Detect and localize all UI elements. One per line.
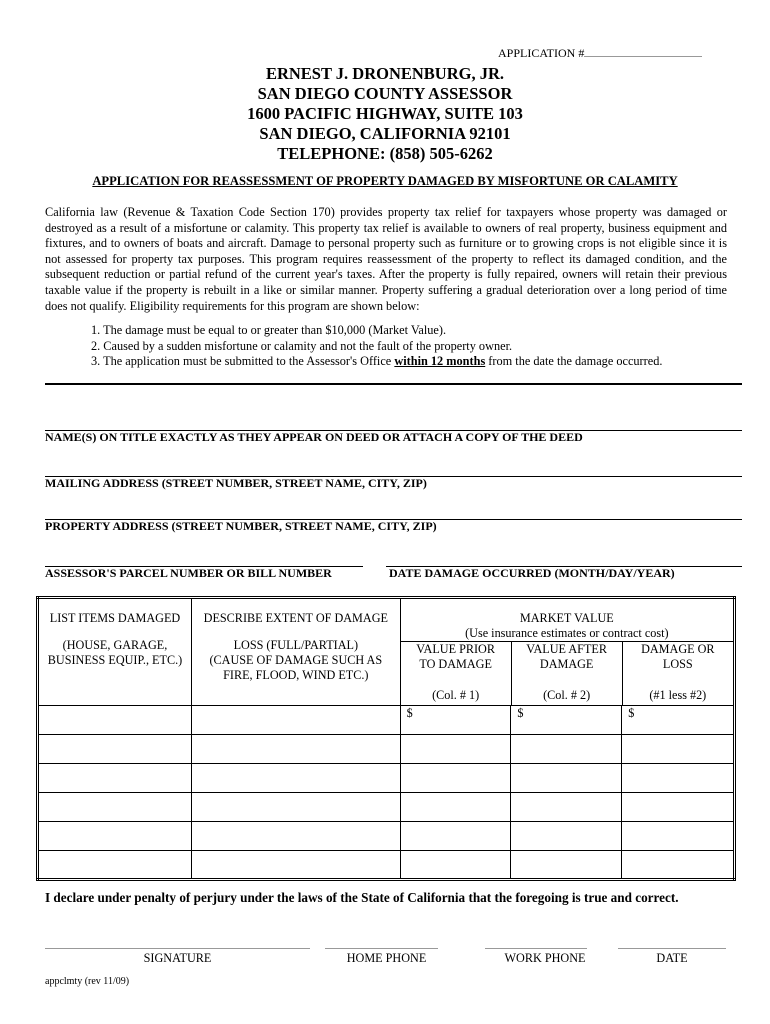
date-label: DATE [656,951,688,965]
col-extent-title: DESCRIBE EXTENT OF DAMAGE [203,611,388,625]
col-value-after-ref: (Col. # 2) [543,688,591,702]
office-city: SAN DIEGO, CALIFORNIA 92101 [259,124,511,143]
assessor-name: ERNEST J. DRONENBURG, JR. [265,64,505,83]
value-prior-cell[interactable] [400,822,511,851]
col-value-after-header [512,641,623,705]
value-after-cell[interactable] [511,851,622,880]
requirement-3 [91,354,662,370]
office-street: 1600 PACIFIC HIGHWAY, SUITE 103 [247,104,523,123]
item-cell[interactable] [38,851,192,880]
work-phone-label: WORK PHONE [504,951,586,965]
value-after-cell[interactable] [511,822,622,851]
market-value-subcolumns [401,641,733,705]
requirement-1: 1. The damage must be equal to or greater than $10,000 (Market Value). [91,323,447,337]
form-revision: appclmty (rev 11/09) [45,976,130,987]
damage-date-label: DATE DAMAGE OCCURRED (MONTH/DAY/YEAR) [389,566,675,580]
value-prior-cell[interactable] [400,793,511,822]
work-phone-field[interactable] [485,948,587,949]
value-after-cell[interactable] [511,735,622,764]
col-extent-sub3: FIRE, FLOOD, WIND ETC.) [223,668,369,682]
value-after-cell[interactable] [511,764,622,793]
home-phone-label: HOME PHONE [346,951,427,965]
item-cell[interactable] [38,764,192,793]
col-value-prior-header [401,641,512,705]
col-loss-title: DAMAGE OR [641,642,715,656]
extent-cell[interactable] [191,822,400,851]
dollar-sign: $ [517,706,524,720]
value-prior-cell[interactable] [400,764,511,793]
col-extent-sub2: (CAUSE OF DAMAGE SUCH AS [209,653,383,667]
market-value-title: MARKET VALUE [519,611,614,625]
col-extent-header [191,598,400,706]
perjury-declaration: I declare under penalty of perjury under the laws of the State of California that the foregoing is true and correct. [45,890,679,905]
names-field-label: NAME(S) ON TITLE EXACTLY AS THEY APPEAR ON DEED OR ATTACH A COPY OF THE DEED [45,430,583,444]
value-after-cell[interactable] [511,793,622,822]
table-row [38,793,735,822]
market-value-note: (Use insurance estimates or contract cost) [465,626,669,640]
loss-cell[interactable] [622,822,735,851]
value-after-cell[interactable] [511,706,622,735]
date-field[interactable] [618,948,726,949]
col-loss-ref: (#1 less #2) [649,688,707,702]
requirement-2: 2. Caused by a sudden misfortune or calamity and not the fault of the property owner. [91,338,513,353]
office-telephone: TELEPHONE: (858) 505-6262 [277,144,493,163]
col-items-sub2: BUSINESS EQUIP., ETC.) [47,653,183,667]
table-row [38,706,735,735]
assessor-header [0,64,770,164]
value-prior-cell[interactable] [400,735,511,764]
application-number-label: APPLICATION # [498,46,585,60]
extent-cell[interactable] [191,706,400,735]
requirement-3-deadline: within 12 months [394,354,486,369]
loss-cell[interactable] [622,706,735,735]
col-value-after-title2: DAMAGE [539,657,594,671]
loss-cell[interactable] [622,764,735,793]
intro-paragraph: California law (Revenue & Taxation Code Section 170) provides property tax relief for taxpayers whose property was damaged or destroyed as a result of a misfortune or calamity. This property tax relief is available to owners of real property, business equipment and fixtures, and to owners of boats and aircraft. Damage to personal property such as furniture or to growing crops is not eligible since it is not assessed for property tax purposes. This program requires reassessment of the property to reflect its damaged condition, and the subsequent reduction or partial refund of the current year's taxes. After the property is fully repaired, owners will retain their previous taxable value if the property is rebuilt in a like or similar manner. Property suffering a gradual deterioration over a long period of time does not qualify. Eligibility requirements for this program are shown below: [45,205,727,313]
table-header-row [38,598,735,706]
col-value-prior-ref: (Col. # 1) [432,688,480,702]
col-value-prior-title: VALUE PRIOR [416,642,495,656]
value-prior-cell[interactable] [400,706,511,735]
mailing-address-label: MAILING ADDRESS (STREET NUMBER, STREET NAME, CITY, ZIP) [45,476,427,490]
table-row [38,764,735,793]
extent-cell[interactable] [191,735,400,764]
property-address-label: PROPERTY ADDRESS (STREET NUMBER, STREET NAME, CITY, ZIP) [45,519,437,533]
col-loss-title2: LOSS [662,657,693,671]
item-cell[interactable] [38,706,192,735]
col-value-prior-title2: TO DAMAGE [419,657,492,671]
extent-cell[interactable] [191,851,400,880]
damaged-items-table [36,596,736,881]
col-items-header [38,598,192,706]
extent-cell[interactable] [191,764,400,793]
form-title: APPLICATION FOR REASSESSMENT OF PROPERTY DAMAGED BY MISFORTUNE OR CALAMITY [92,174,678,188]
dollar-sign: $ [628,706,635,720]
col-loss-header [623,641,733,705]
value-prior-cell[interactable] [400,851,511,880]
assessor-office: SAN DIEGO COUNTY ASSESSOR [257,84,513,103]
requirements-list [91,323,662,370]
table-row [38,851,735,880]
item-cell[interactable] [38,735,192,764]
dollar-sign: $ [406,706,413,720]
loss-cell[interactable] [622,793,735,822]
loss-cell[interactable] [622,735,735,764]
table-row [38,735,735,764]
requirement-3-text-end: from the date the damage occurred. [485,354,663,369]
application-number-field[interactable] [584,46,702,57]
signature-label: SIGNATURE [143,951,212,965]
loss-cell[interactable] [622,851,735,880]
requirement-3-text: 3. The application must be submitted to the Assessor's Office [91,354,395,369]
col-value-after-title: VALUE AFTER [526,642,607,656]
parcel-number-label: ASSESSOR'S PARCEL NUMBER OR BILL NUMBER [45,566,332,580]
market-value-header [400,598,734,706]
item-cell[interactable] [38,793,192,822]
section-divider [45,383,742,385]
table-row [38,822,735,851]
col-items-sub1: (HOUSE, GARAGE, [62,638,168,652]
extent-cell[interactable] [191,793,400,822]
col-extent-sub1: LOSS (FULL/PARTIAL) [233,638,359,652]
item-cell[interactable] [38,822,192,851]
col-items-title: LIST ITEMS DAMAGED [49,611,181,625]
application-number [498,46,702,61]
home-phone-field[interactable] [325,948,438,949]
signature-field[interactable] [45,948,310,949]
